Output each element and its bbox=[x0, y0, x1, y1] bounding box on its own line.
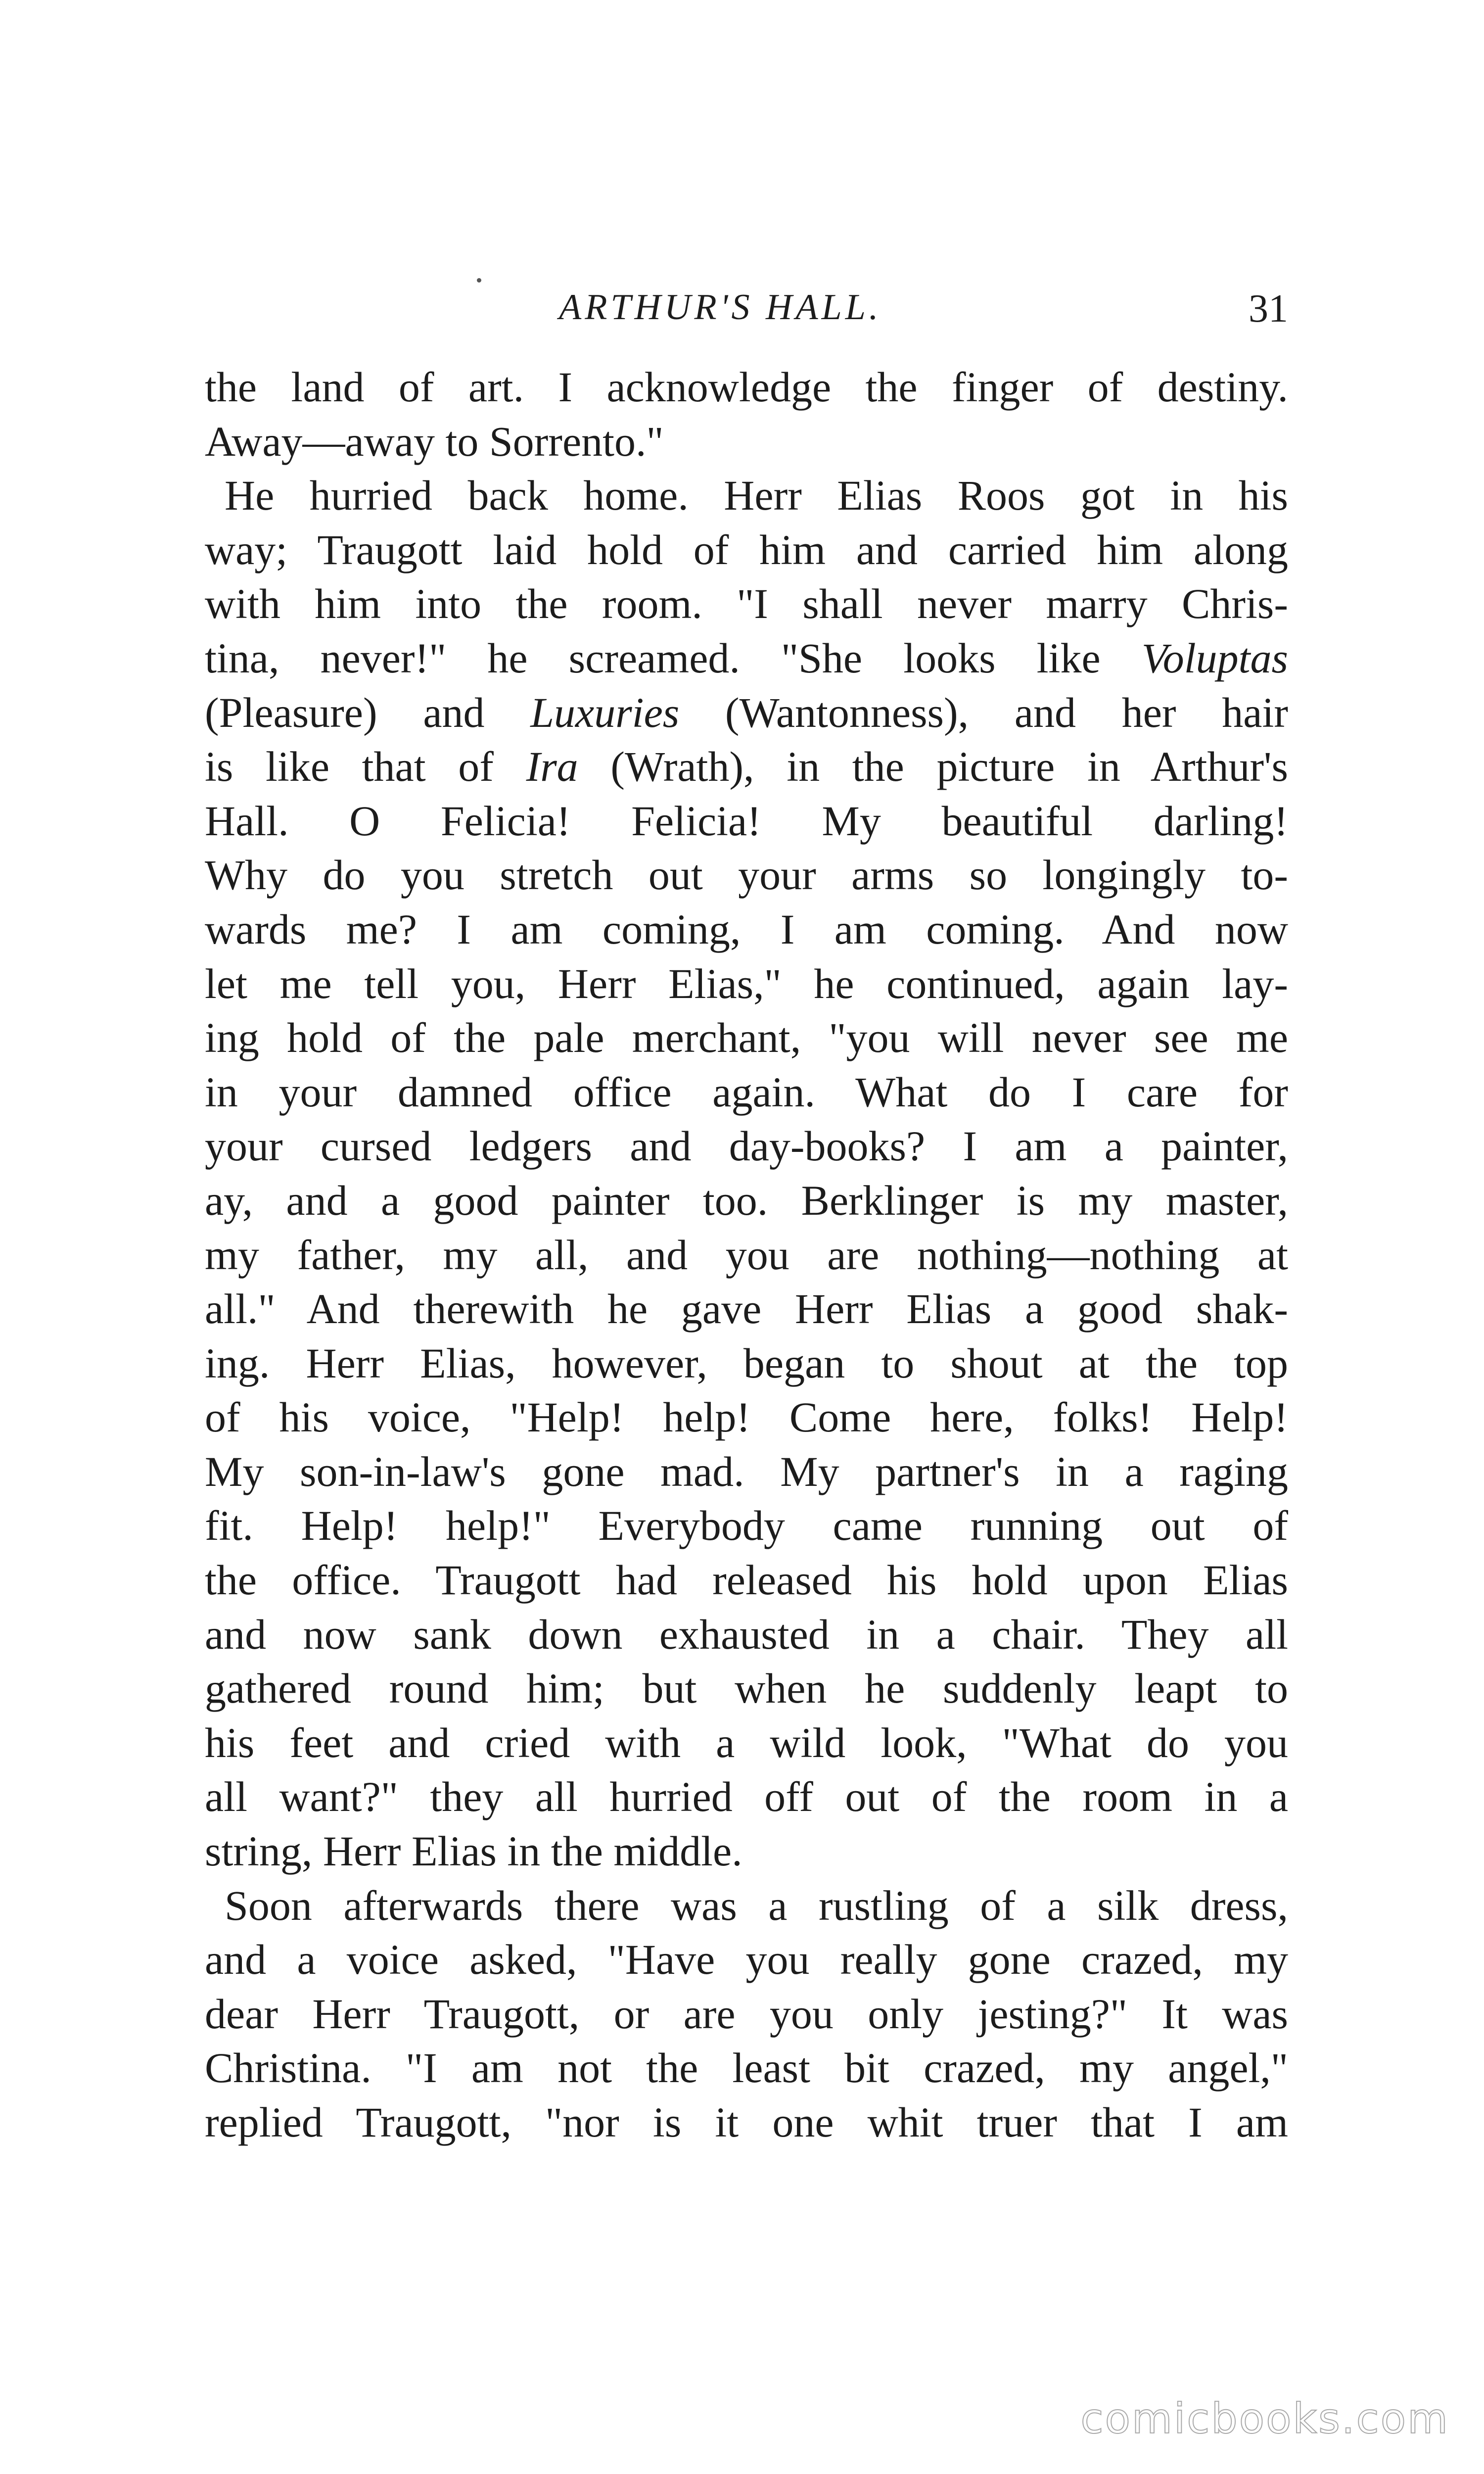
text-line: replied Traugott, "nor is it one whit truer that I am bbox=[205, 2098, 1288, 2146]
text-line: the office. Traugott had released his hold upon Elias bbox=[205, 1556, 1288, 1604]
text-line: your cursed ledgers and day-books? I am a painter, bbox=[205, 1122, 1288, 1170]
text-line: string, Herr Elias in the middle. bbox=[205, 1827, 742, 1875]
text-line: of his voice, "Help! help! Come here, folks! Help! bbox=[205, 1393, 1288, 1441]
text-line: gathered round him; but when he suddenly leapt to bbox=[205, 1665, 1288, 1713]
text-line: ing hold of the pale merchant, "you will never see me bbox=[205, 1014, 1288, 1062]
page-number: 31 bbox=[1249, 287, 1288, 331]
text-line: Soon afterwards there was a rustling of a silk dress, bbox=[225, 1881, 1288, 1929]
text-line: the land of art. I acknowledge the finger of destiny. bbox=[205, 363, 1288, 411]
text-line: He hurried back home. Herr Elias Roos got in his bbox=[225, 472, 1288, 520]
text-line: wards me? I am coming, I am coming. And now bbox=[205, 905, 1288, 953]
text-line: in your damned office again. What do I care for bbox=[205, 1068, 1288, 1116]
text-line: tina, never!" he screamed. "She looks like Voluptas bbox=[205, 634, 1288, 682]
text-line: and a voice asked, "Have you really gone crazed, my bbox=[205, 1936, 1288, 1984]
text-line: all." And therewith he gave Herr Elias a good shak- bbox=[205, 1285, 1288, 1333]
print-speck bbox=[477, 278, 481, 283]
text-line: is like that of Ira (Wrath), in the picture in Arthur's bbox=[205, 743, 1288, 791]
text-line: with him into the room. "I shall never marry Chris- bbox=[205, 580, 1288, 628]
text-line: let me tell you, Herr Elias," he continued, again lay- bbox=[205, 959, 1288, 1007]
text-line: Why do you stretch out your arms so longingly to- bbox=[205, 851, 1288, 899]
body-text bbox=[205, 360, 1288, 2150]
text-line: (Pleasure) and Luxuries (Wantonness), and her hair bbox=[205, 688, 1288, 736]
text-line: way; Traugott laid hold of him and carried him along bbox=[205, 525, 1288, 573]
text-line: Away—away to Sorrento." bbox=[205, 417, 664, 465]
text-line: dear Herr Traugott, or are you only jesting?" It was bbox=[205, 1990, 1288, 2038]
text-line: Hall. O Felicia! Felicia! My beautiful darling! bbox=[205, 797, 1288, 845]
text-line: and now sank down exhausted in a chair. They all bbox=[205, 1610, 1288, 1658]
running-title: ARTHUR'S HALL. bbox=[559, 287, 882, 328]
text-line: My son-in-law's gone mad. My partner's in a raging bbox=[205, 1447, 1288, 1495]
text-line: his feet and cried with a wild look, "What do you bbox=[205, 1718, 1288, 1766]
text-line: all want?" they all hurried off out of the room in a bbox=[205, 1773, 1288, 1821]
text-line: fit. Help! help!" Everybody came running out of bbox=[205, 1502, 1288, 1550]
text-line: ay, and a good painter too. Berklinger is my master, bbox=[205, 1176, 1288, 1224]
page-header bbox=[205, 289, 1288, 348]
text-line: my father, my all, and you are nothing—nothing at bbox=[205, 1231, 1288, 1279]
text-line: ing. Herr Elias, however, began to shout at the top bbox=[205, 1339, 1288, 1387]
text-line: Christina. "I am not the least bit crazed, my angel," bbox=[205, 2044, 1288, 2092]
watermark-logo: comicbooks.com bbox=[1080, 2394, 1449, 2443]
